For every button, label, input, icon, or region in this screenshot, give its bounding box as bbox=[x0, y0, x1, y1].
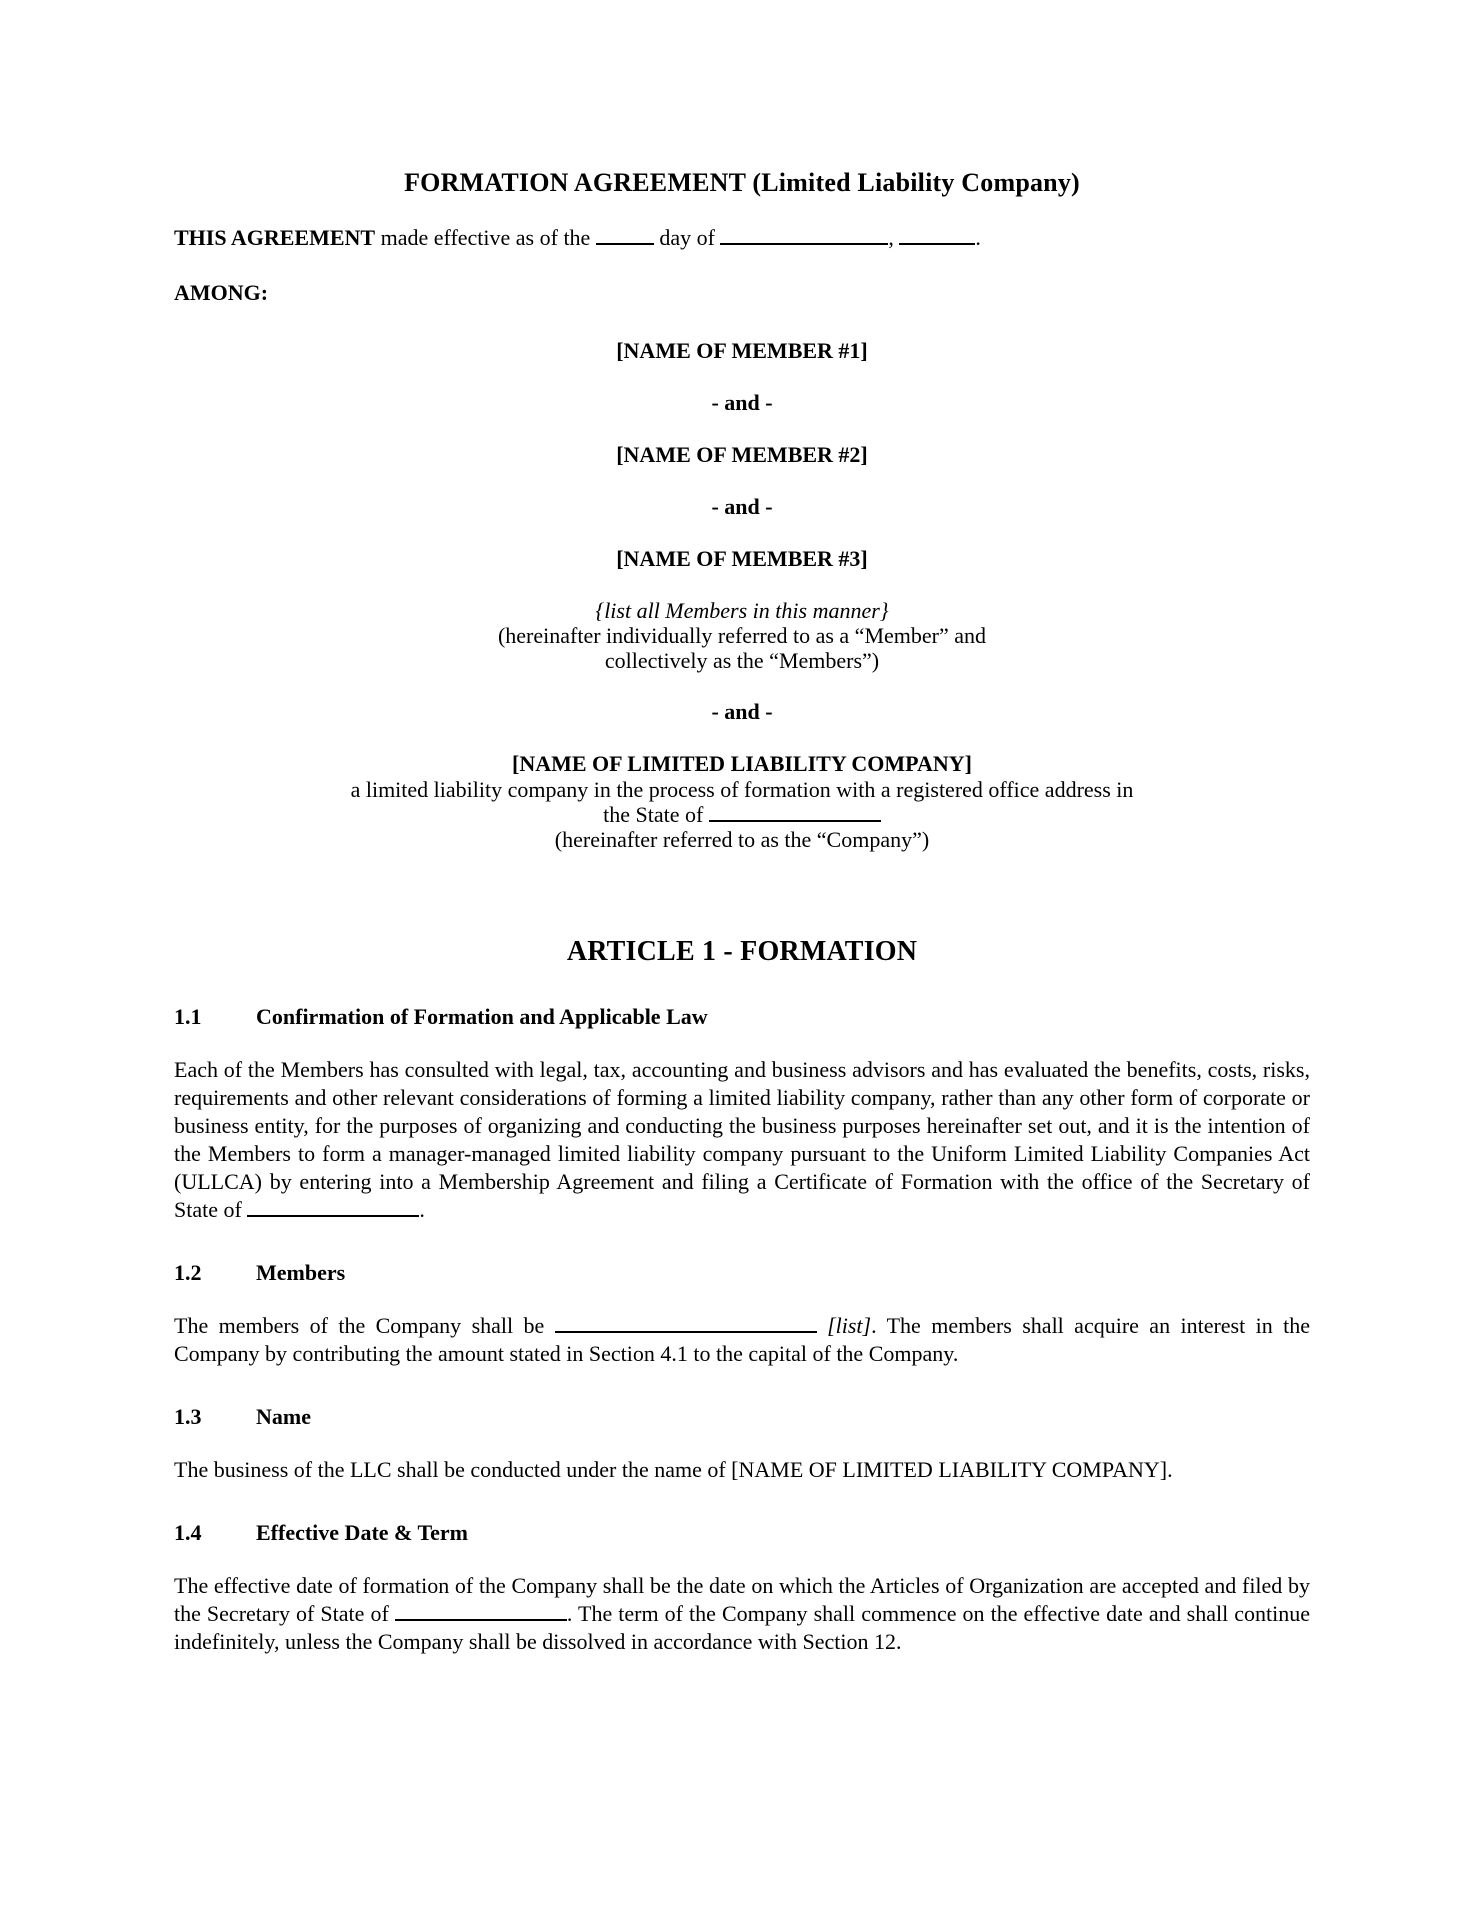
section-1-2-body bbox=[174, 1312, 1310, 1368]
blank-state-field-1-4 bbox=[395, 1602, 567, 1621]
members-alias-line-2: collectively as the “Members”) bbox=[604, 648, 880, 673]
company-description-line-2 bbox=[174, 802, 1310, 827]
section-1-2-title: Members bbox=[256, 1260, 346, 1285]
section-1-1-heading bbox=[174, 1004, 1310, 1030]
section-1-1-body bbox=[174, 1056, 1310, 1224]
list-placeholder-note: [list] bbox=[827, 1313, 872, 1338]
member-1-name: [NAME OF MEMBER #1] bbox=[616, 338, 868, 363]
section-1-1-title: Confirmation of Formation and Applicable Law bbox=[256, 1004, 708, 1029]
blank-year-field bbox=[899, 226, 975, 245]
state-of-prefix: the State of bbox=[603, 802, 709, 827]
intro-text-2: day of bbox=[653, 225, 721, 250]
and-separator-2: - and - bbox=[711, 494, 773, 519]
section-1-2-text-2: . The members shall acquire an interest in the Company by contributing the amount stated in Section 4.1 to the capital of the Company. bbox=[174, 1313, 1310, 1366]
document-title: FORMATION AGREEMENT (Limited Liability Company) bbox=[404, 168, 1080, 197]
section-1-3-body: The business of the LLC shall be conducted under the name of [NAME OF LIMITED LIABILITY COMPANY]. bbox=[174, 1457, 1173, 1482]
intro-comma: , bbox=[888, 225, 900, 250]
this-agreement-label: THIS AGREEMENT bbox=[174, 225, 376, 250]
section-1-2-space bbox=[817, 1313, 827, 1338]
and-separator-1: - and - bbox=[711, 390, 773, 415]
blank-day-field bbox=[596, 226, 654, 245]
effective-date-clause bbox=[174, 224, 1310, 252]
blank-month-field bbox=[720, 226, 888, 245]
intro-text-1: made effective as of the bbox=[375, 225, 596, 250]
member-3-name: [NAME OF MEMBER #3] bbox=[616, 546, 868, 571]
section-1-4-text-1: The effective date of formation of the Company shall be the date on which the Articles of Organization are accepted and filed by the Secretary of State of bbox=[174, 1573, 1310, 1626]
company-description-line-1: a limited liability company in the process of formation with a registered office address in bbox=[350, 777, 1134, 802]
company-alias-line: (hereinafter referred to as the “Company”) bbox=[554, 827, 930, 852]
section-1-2-text-1: The members of the Company shall be bbox=[174, 1313, 555, 1338]
section-1-1-period: . bbox=[419, 1197, 425, 1222]
and-separator-3: - and - bbox=[711, 699, 773, 724]
member-2-name: [NAME OF MEMBER #2] bbox=[616, 442, 868, 467]
section-1-2-number: 1.2 bbox=[174, 1260, 202, 1285]
section-1-4-body bbox=[174, 1572, 1310, 1656]
section-1-2-heading bbox=[174, 1260, 1310, 1286]
list-all-members-note: {list all Members in this manner} bbox=[595, 598, 889, 623]
blank-state-field bbox=[709, 803, 881, 822]
blank-members-field bbox=[555, 1314, 817, 1333]
parties-block bbox=[174, 338, 1310, 852]
company-name: [NAME OF LIMITED LIABILITY COMPANY] bbox=[512, 751, 972, 776]
section-1-4-number: 1.4 bbox=[174, 1520, 202, 1545]
section-1-3-title: Name bbox=[256, 1404, 311, 1429]
section-1-4-text-2: . The term of the Company shall commence on the effective date and shall continue indefinitely, unless the Company shall be dissolved in accordance with Section 12. bbox=[174, 1601, 1311, 1654]
blank-state-field-1-1 bbox=[247, 1198, 419, 1217]
among-label: AMONG: bbox=[174, 280, 269, 305]
section-1-1-number: 1.1 bbox=[174, 1004, 202, 1029]
section-1-1-text: Each of the Members has consulted with legal, tax, accounting and business advisors and has evaluated the benefits, costs, risks, requirements and other relevant considerations of forming a limited liability company, rather than any other form of corporate or business entity, for the purposes of organizing and conducting the business purposes hereinafter set out, and it is the intention of the Members to form a manager-managed limited liability company pursuant to the Uniform Limited Liability Companies Act (ULLCA) by entering into a Membership Agreement and filing a Certificate of Formation with the office of the Secretary of State of bbox=[174, 1057, 1310, 1222]
section-1-4-heading bbox=[174, 1520, 1310, 1546]
section-1-3-number: 1.3 bbox=[174, 1404, 202, 1429]
section-1-3-heading bbox=[174, 1404, 1310, 1430]
article-1-heading: ARTICLE 1 - FORMATION bbox=[566, 936, 918, 967]
members-alias-line-1: (hereinafter individually referred to as a “Member” and bbox=[497, 623, 987, 648]
intro-period: . bbox=[975, 225, 981, 250]
section-1-4-title: Effective Date & Term bbox=[256, 1520, 468, 1545]
